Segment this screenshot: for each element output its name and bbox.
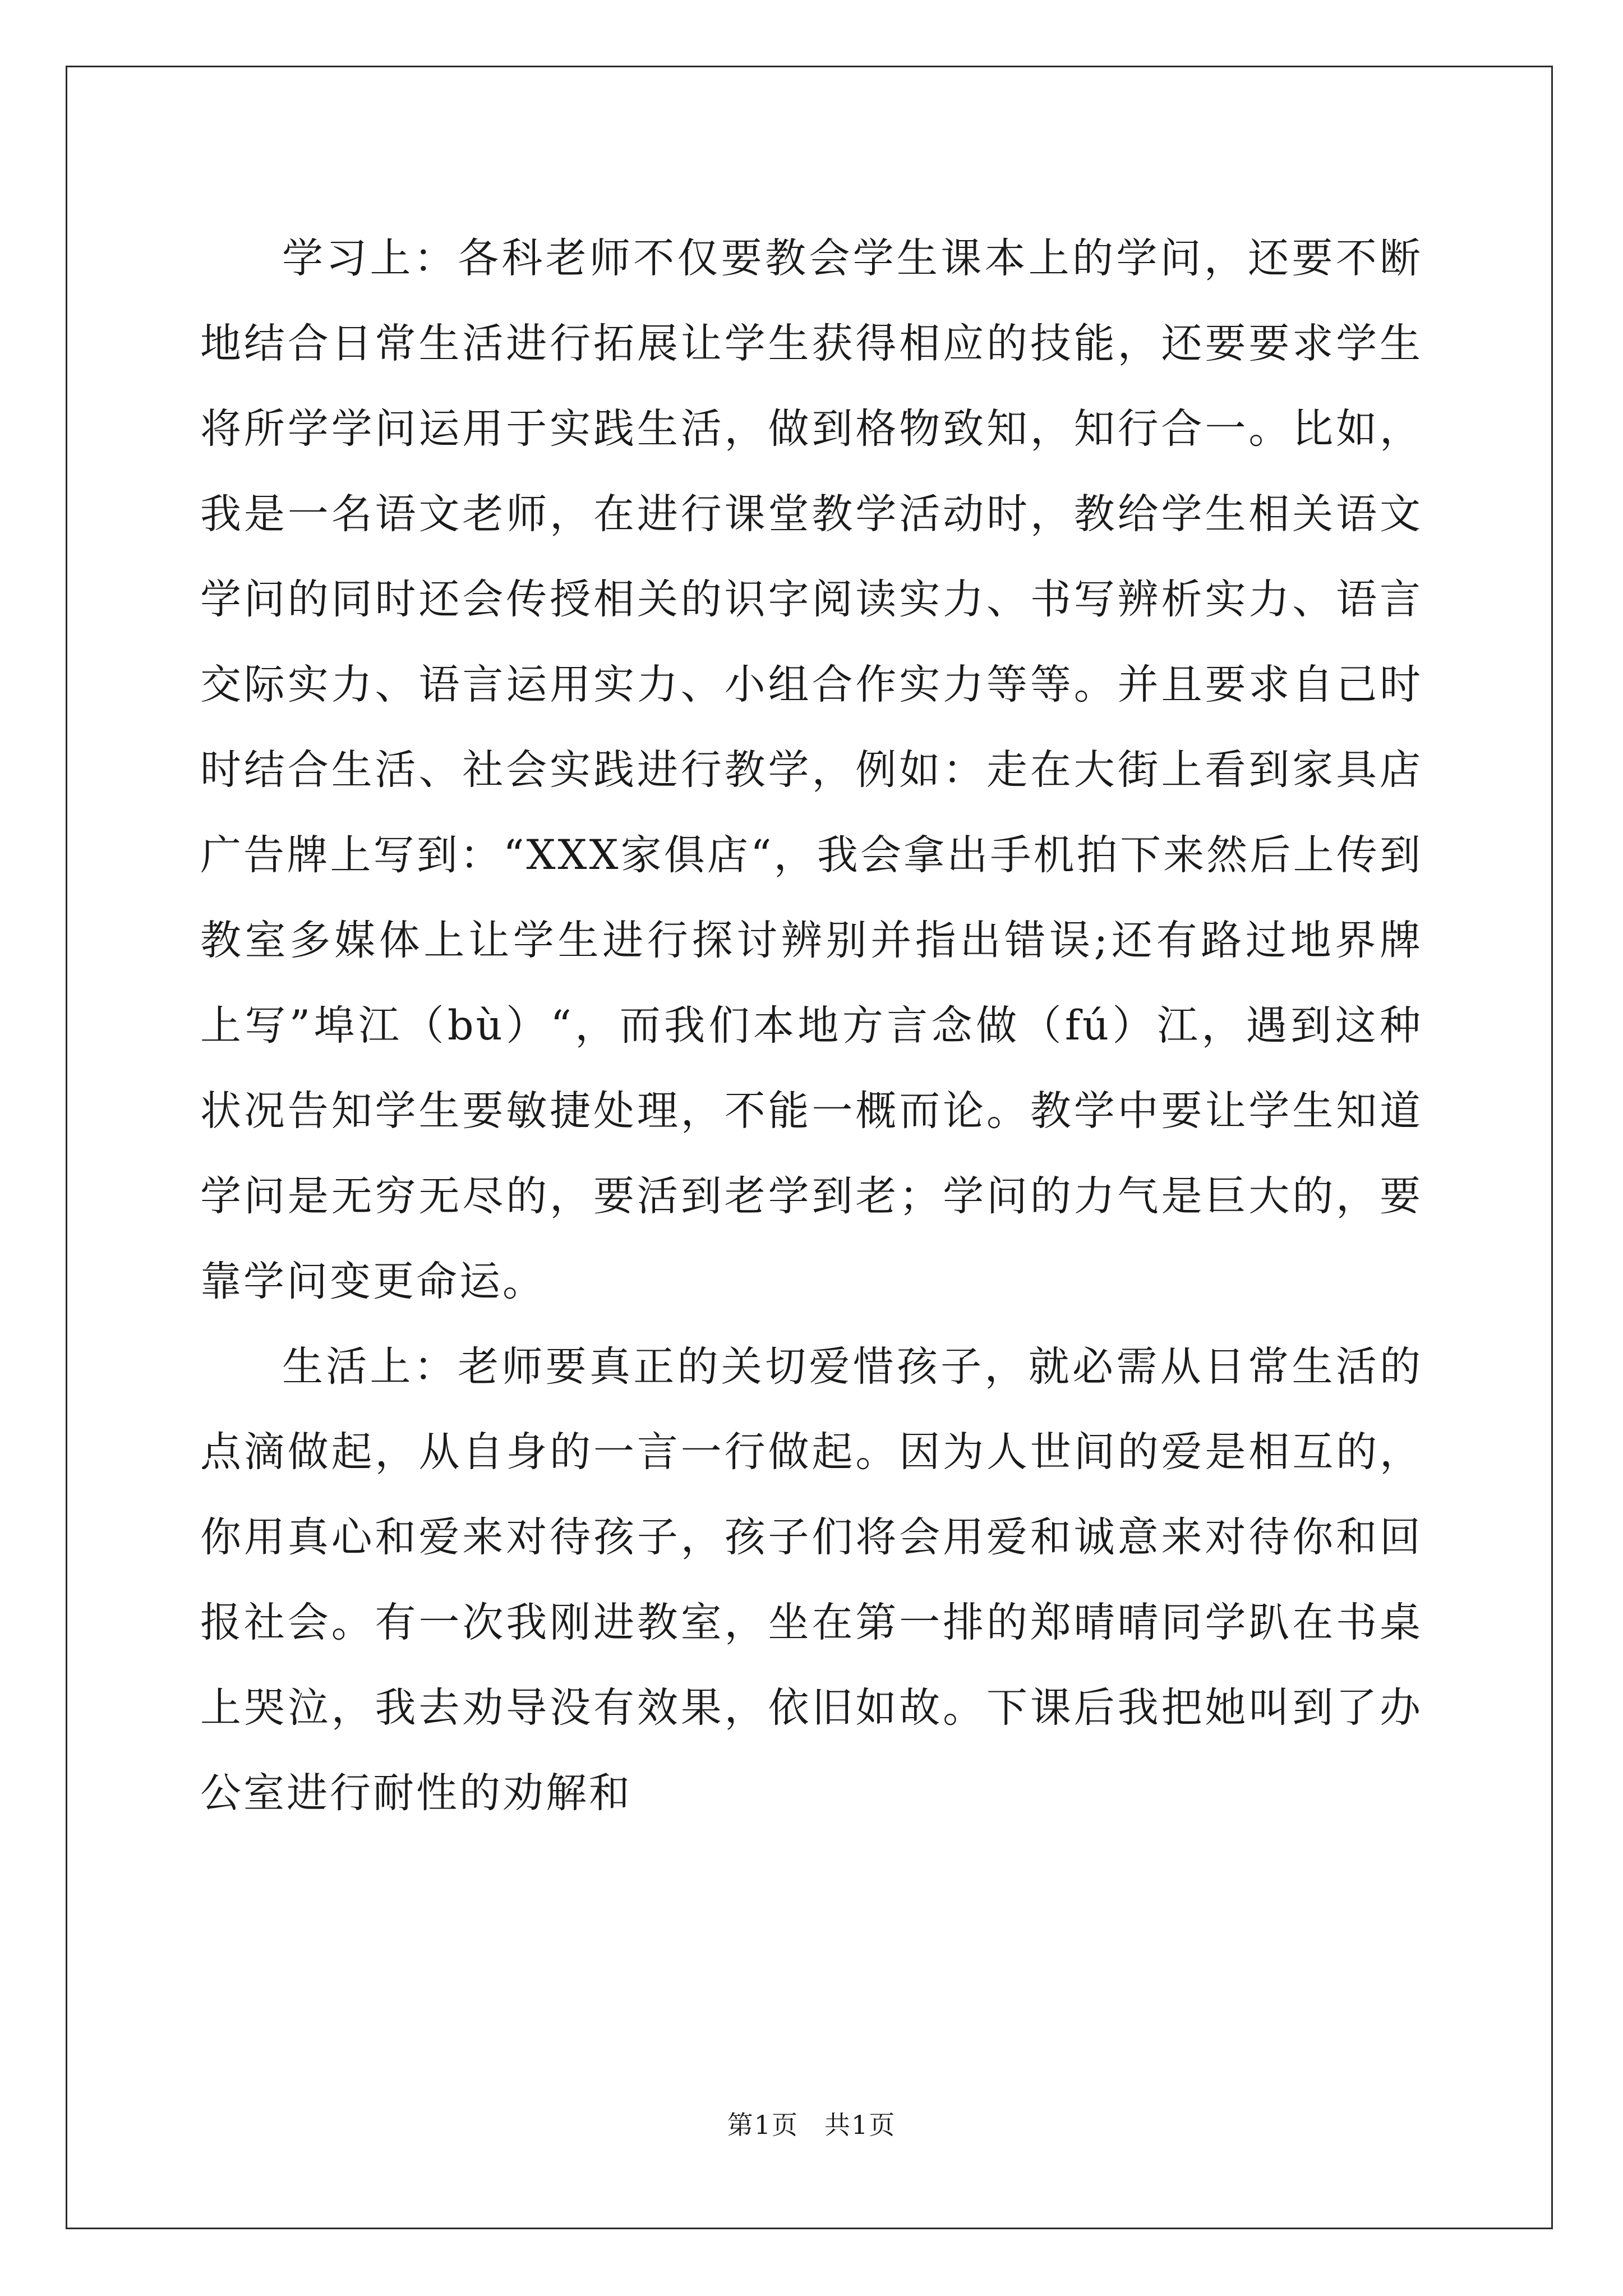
document-body [200, 216, 1423, 1836]
page-number: 第1页 [727, 2110, 799, 2140]
page-total: 共1页 [824, 2110, 896, 2140]
paragraph-life: 生活上：老师要真正的关切爱惜孩子，就必需从日常生活的点滴做起，从自身的一言一行做起。因为人世间的爱是相互的，你用真心和爱来对待孩子，孩子们将会用爱和诚意来对待你和回报社会。有一次我刚进教室，坐在第一排的郑晴晴同学趴在书桌上哭泣，我去劝导没有效果，依旧如故。下课后我把她叫到了办公室进行耐性的劝解和 [200, 1343, 1423, 1817]
paragraph-study: 学习上：各科老师不仅要教会学生课本上的学问，还要不断地结合日常生活进行拓展让学生获得相应的技能，还要要求学生将所学学问运用于实践生活，做到格物致知，知行合一。比如，我是一名语文老师，在进行课堂教学活动时，教给学生相关语文学问的同时还会传授相关的识字阅读实力、书写辨析实力、语言交际实力、语言运用实力、小组合作实力等等。并且要求自己时时结合生活、社会实践进行教学，例如：走在大街上看到家具店广告牌上写到：“XXX家俱店“，我会拿出手机拍下来然后上传到教室多媒体上让学生进行探讨辨别并指出错误;还有路过地界牌上写”埠江（bù）“，而我们本地方言念做（fú）江，遇到这种状况告知学生要敏捷处理，不能一概而论。教学中要让学生知道学问是无穷无尽的，要活到老学到老；学问的力气是巨大的，要靠学问变更命运。 [200, 234, 1423, 1305]
page-footer [0, 2108, 1623, 2142]
